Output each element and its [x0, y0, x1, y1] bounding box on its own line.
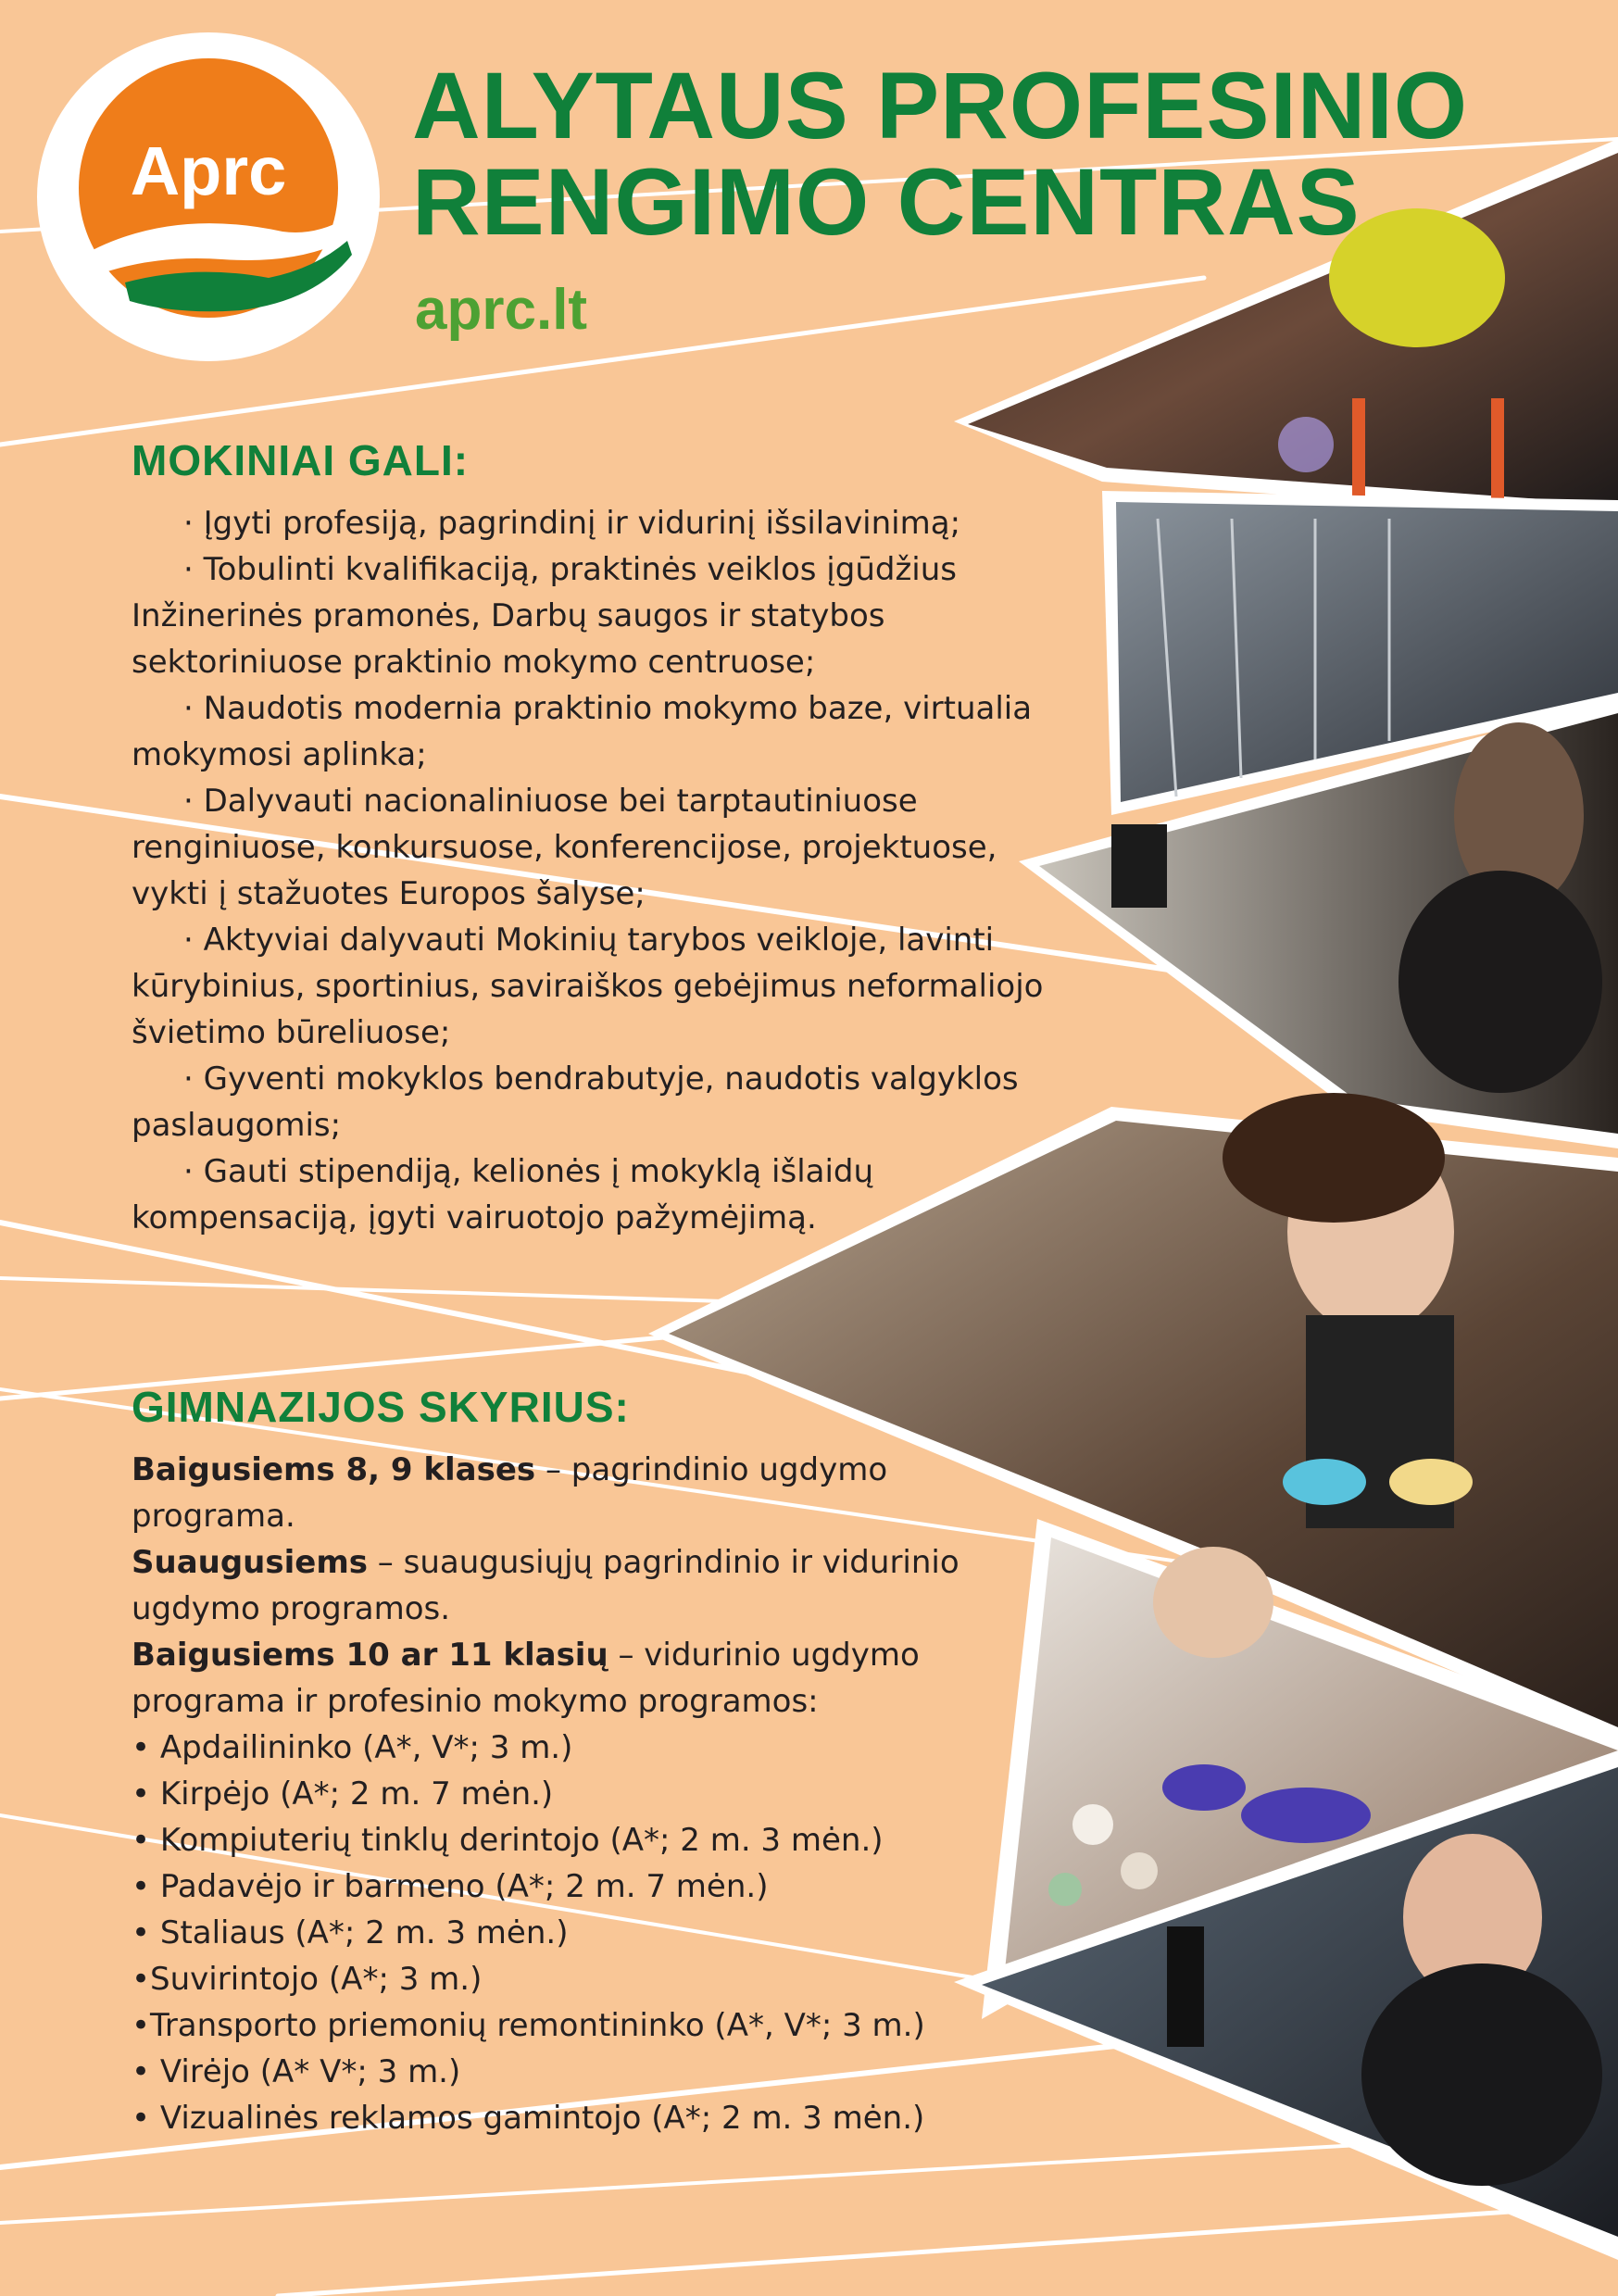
list-item: · Gyventi mokyklos bendrabutyje, naudotis valgyklos paslaugomis; — [132, 1056, 1058, 1148]
list-item: • Kirpėjo (A*; 2 m. 7 mėn.) — [132, 1775, 554, 1813]
list-item: • Kompiuterių tinklų derintojo (A*; 2 m. 3 mėn.) — [132, 1822, 884, 1859]
list-item: · Naudotis modernia praktinio mokymo baze, virtualia mokymosi aplinka; — [132, 685, 1058, 778]
programs-list — [132, 1725, 1058, 2141]
list-item: · Gauti stipendiją, kelionės į mokyklą išlaidų kompensaciją, įgyti vairuotojo pažymėjimą. — [132, 1148, 1058, 1241]
list-item: •Transporto priemonių remontininko (A*, V*; 3 m.) — [132, 2007, 925, 2044]
gymnasium-section — [132, 1447, 1058, 2141]
logo-text: Aprc — [130, 132, 287, 209]
entry-bold: Suaugusiems — [132, 1544, 368, 1581]
entry-text: – suaugusiųjų pagrindinio ir vidurinio ugdymo programos. — [132, 1544, 960, 1627]
entry-text: – pagrindinio ugdymo programa. — [132, 1451, 888, 1535]
page-title — [412, 53, 1469, 255]
entry-bold: Baigusiems 8, 9 klases — [132, 1451, 536, 1488]
list-item: •Suvirintojo (A*; 3 m.) — [132, 1961, 483, 1998]
title-line-2: RENGIMO CENTRAS — [412, 149, 1361, 255]
list-item: · Tobulinti kvalifikaciją, praktinės veiklos įgūdžius Inžinerinės pramonės, Darbų saugos ir statybos sektoriniuose praktinio mokymo centruose; — [132, 546, 1058, 685]
entry-text: – vidurinio ugdymo programa ir profesinio mokymo programos: — [132, 1637, 920, 1720]
title-line-1: ALYTAUS PROFESINIO — [412, 53, 1469, 158]
list-item: • Virėjo (A* V*; 3 m.) — [132, 2053, 461, 2090]
list-item: • Apdailininko (A*, V*; 3 m.) — [132, 1729, 573, 1766]
list-item: · Įgyti profesiją, pagrindinį ir vidurinį išsilavinimą; — [132, 500, 1058, 546]
list-item: · Aktyviai dalyvauti Mokinių tarybos veikloje, lavinti kūrybinius, sportinius, saviraiškos gebėjimus neformaliojo švietimo būreliuose; — [132, 917, 1058, 1056]
gymnasium-section-title: GIMNAZIJOS SKYRIUS: — [132, 1383, 630, 1431]
list-item: · Dalyvauti nacionaliniuose bei tarptautiniuose renginiuose, konkursuose, konferencijose, projektuose, vykti į stažuotes Europos šalyse; — [132, 778, 1058, 917]
list-item: • Staliaus (A*; 2 m. 3 mėn.) — [132, 1914, 569, 1951]
website-link[interactable]: aprc.lt — [415, 278, 588, 342]
list-item: • Padavėjo ir barmeno (A*; 2 m. 7 mėn.) — [132, 1868, 769, 1905]
gymnasium-entry — [132, 1632, 1058, 1725]
list-item: • Vizualinės reklamos gamintojo (A*; 2 m. 3 mėn.) — [132, 2100, 925, 2137]
gymnasium-entry — [132, 1447, 1058, 1539]
students-list — [132, 500, 1058, 1241]
students-section-title: MOKINIAI GALI: — [132, 436, 470, 484]
entry-bold: Baigusiems 10 ar 11 klasių — [132, 1637, 608, 1674]
gymnasium-entry — [132, 1539, 1058, 1632]
logo-emblem — [37, 32, 380, 361]
logo — [37, 32, 380, 361]
